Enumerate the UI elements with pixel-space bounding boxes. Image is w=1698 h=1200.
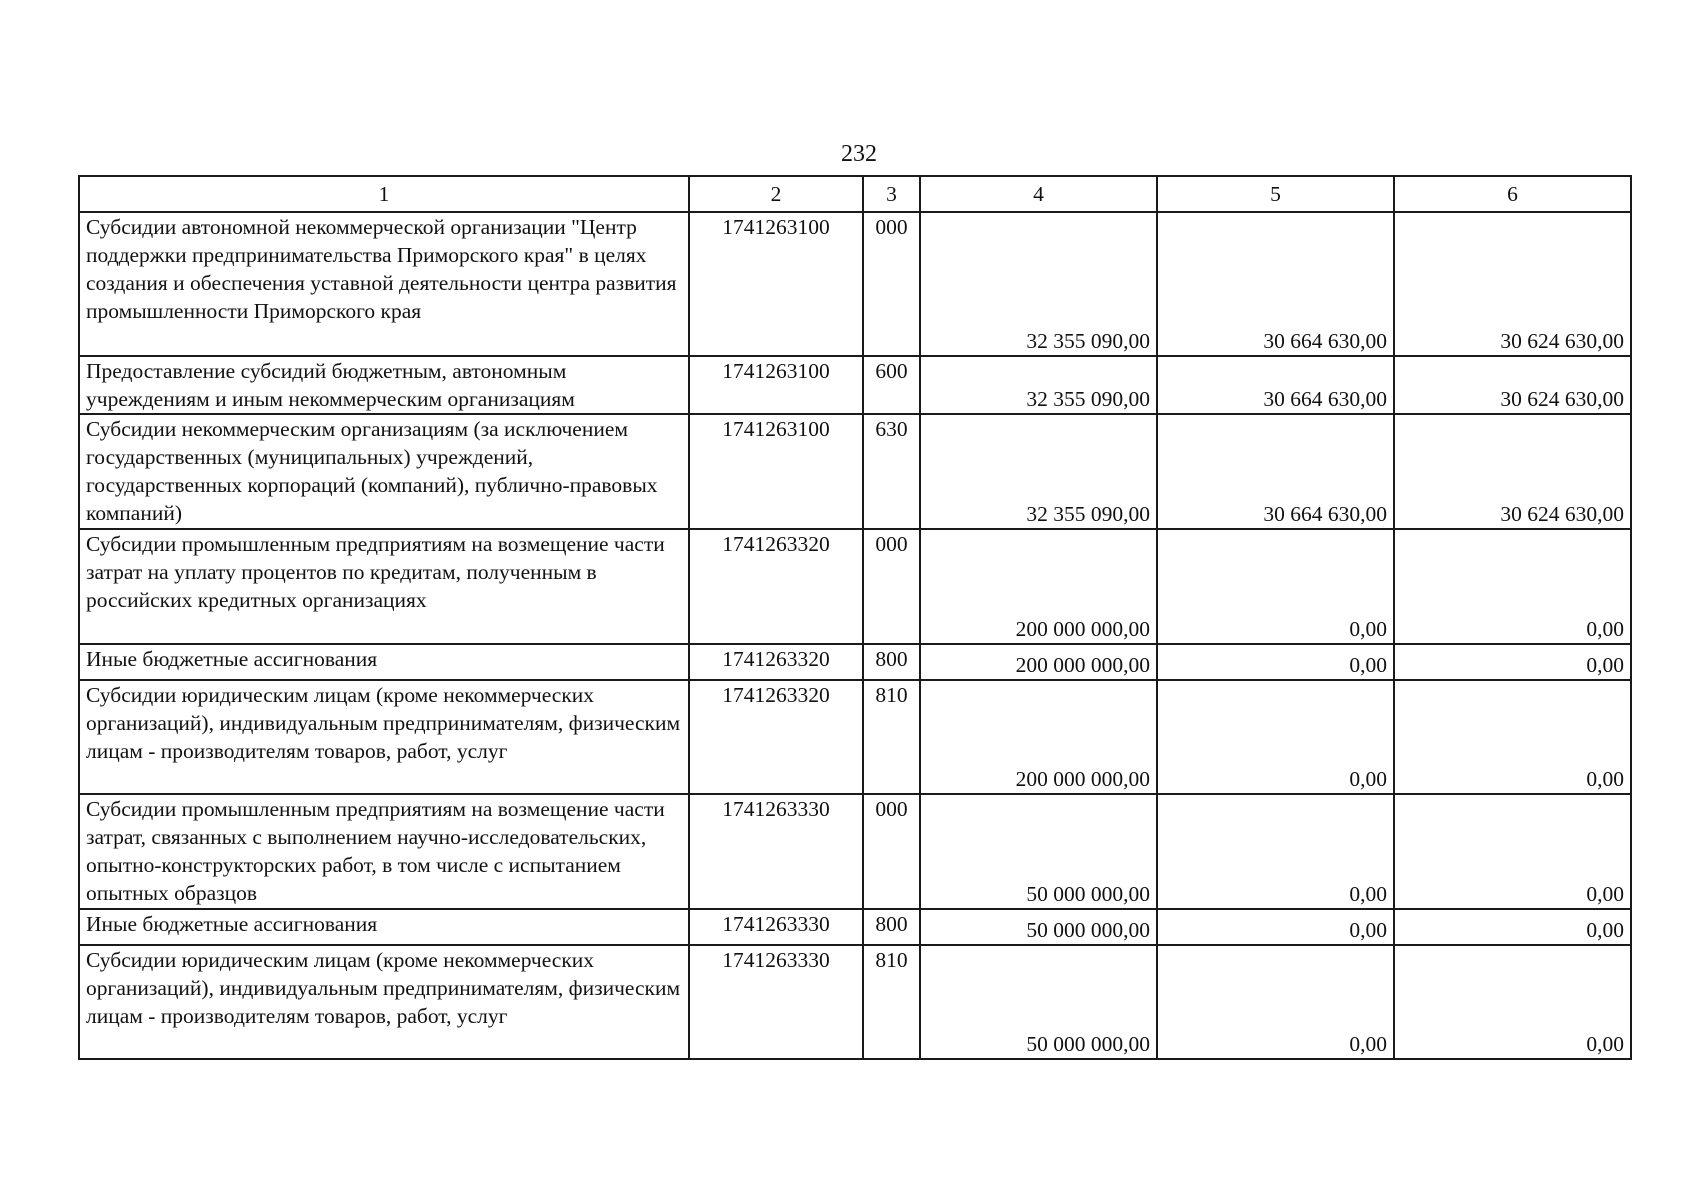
row-target-code: 1741263100: [689, 212, 863, 356]
table-row: [79, 212, 1631, 356]
row-amount-col5: 30 664 630,00: [1157, 356, 1394, 414]
row-expense-type: 000: [863, 529, 920, 644]
row-expense-type: 810: [863, 945, 920, 1059]
row-description: Иные бюджетные ассигнования: [79, 644, 689, 680]
row-target-code: 1741263330: [689, 945, 863, 1059]
row-amount-col5: 30 664 630,00: [1157, 212, 1394, 356]
header-col-6: 6: [1394, 176, 1631, 212]
row-amount-col5: 0,00: [1157, 945, 1394, 1059]
row-amount-col6: 30 624 630,00: [1394, 414, 1631, 529]
row-target-code: 1741263330: [689, 909, 863, 945]
row-amount-col6: 0,00: [1394, 945, 1631, 1059]
row-target-code: 1741263320: [689, 680, 863, 794]
row-description: Субсидии промышленным предприятиям на возмещение части затрат, связанных с выполнением научно-исследовательских, опытно-конструкторских работ, в том числе с испытанием опытных образцов: [79, 794, 689, 909]
table-row: [79, 529, 1631, 644]
row-description: Субсидии промышленным предприятиям на возмещение части затрат на уплату процентов по кредитам, полученным в российских кредитных организациях: [79, 529, 689, 644]
table-row: [79, 414, 1631, 529]
row-expense-type: 600: [863, 356, 920, 414]
row-target-code: 1741263100: [689, 356, 863, 414]
row-amount-col6: 0,00: [1394, 909, 1631, 945]
row-target-code: 1741263100: [689, 414, 863, 529]
row-amount-col4: 32 355 090,00: [920, 414, 1157, 529]
row-expense-type: 800: [863, 644, 920, 680]
page-number: 232: [841, 141, 877, 167]
row-amount-col4: 50 000 000,00: [920, 945, 1157, 1059]
row-description: Субсидии автономной некоммерческой организации "Центр поддержки предпринимательства Приморского края" в целях создания и обеспечения уставной деятельности центра развития промышленности Приморского края: [79, 212, 689, 356]
table-row: [79, 680, 1631, 794]
row-amount-col4: 32 355 090,00: [920, 356, 1157, 414]
row-description: Иные бюджетные ассигнования: [79, 909, 689, 945]
row-amount-col6: 30 624 630,00: [1394, 212, 1631, 356]
row-amount-col4: 50 000 000,00: [920, 909, 1157, 945]
row-amount-col5: 0,00: [1157, 909, 1394, 945]
row-expense-type: 000: [863, 212, 920, 356]
row-description: Предоставление субсидий бюджетным, автономным учреждениям и иным некоммерческим организациям: [79, 356, 689, 414]
row-amount-col6: 0,00: [1394, 680, 1631, 794]
row-amount-col4: 200 000 000,00: [920, 644, 1157, 680]
table-row: [79, 356, 1631, 414]
table-row: [79, 909, 1631, 945]
row-amount-col5: 0,00: [1157, 680, 1394, 794]
row-amount-col5: 0,00: [1157, 644, 1394, 680]
row-description: Субсидии некоммерческим организациям (за исключением государственных (муниципальных) учреждений, государственных корпораций (компаний), публично-правовых компаний): [79, 414, 689, 529]
row-amount-col4: 50 000 000,00: [920, 794, 1157, 909]
row-target-code: 1741263320: [689, 644, 863, 680]
row-amount-col5: 0,00: [1157, 794, 1394, 909]
header-col-1: 1: [79, 176, 689, 212]
table-row: [79, 945, 1631, 1059]
budget-table: [78, 175, 1632, 1060]
row-description: Субсидии юридическим лицам (кроме некоммерческих организаций), индивидуальным предпринимателям, физическим лицам - производителям товаров, работ, услуг: [79, 945, 689, 1059]
row-amount-col6: 0,00: [1394, 644, 1631, 680]
header-col-3: 3: [863, 176, 920, 212]
row-amount-col6: 0,00: [1394, 529, 1631, 644]
header-col-5: 5: [1157, 176, 1394, 212]
row-amount-col4: 200 000 000,00: [920, 680, 1157, 794]
table-row: [79, 794, 1631, 909]
row-amount-col6: 0,00: [1394, 794, 1631, 909]
row-target-code: 1741263330: [689, 794, 863, 909]
table-row: [79, 644, 1631, 680]
row-amount-col5: 0,00: [1157, 529, 1394, 644]
header-col-4: 4: [920, 176, 1157, 212]
row-amount-col4: 32 355 090,00: [920, 212, 1157, 356]
row-expense-type: 800: [863, 909, 920, 945]
row-description: Субсидии юридическим лицам (кроме некоммерческих организаций), индивидуальным предпринимателям, физическим лицам - производителям товаров, работ, услуг: [79, 680, 689, 794]
row-expense-type: 630: [863, 414, 920, 529]
row-target-code: 1741263320: [689, 529, 863, 644]
row-expense-type: 810: [863, 680, 920, 794]
row-amount-col4: 200 000 000,00: [920, 529, 1157, 644]
row-amount-col5: 30 664 630,00: [1157, 414, 1394, 529]
row-expense-type: 000: [863, 794, 920, 909]
table-header-row: [79, 176, 1631, 212]
row-amount-col6: 30 624 630,00: [1394, 356, 1631, 414]
header-col-2: 2: [689, 176, 863, 212]
